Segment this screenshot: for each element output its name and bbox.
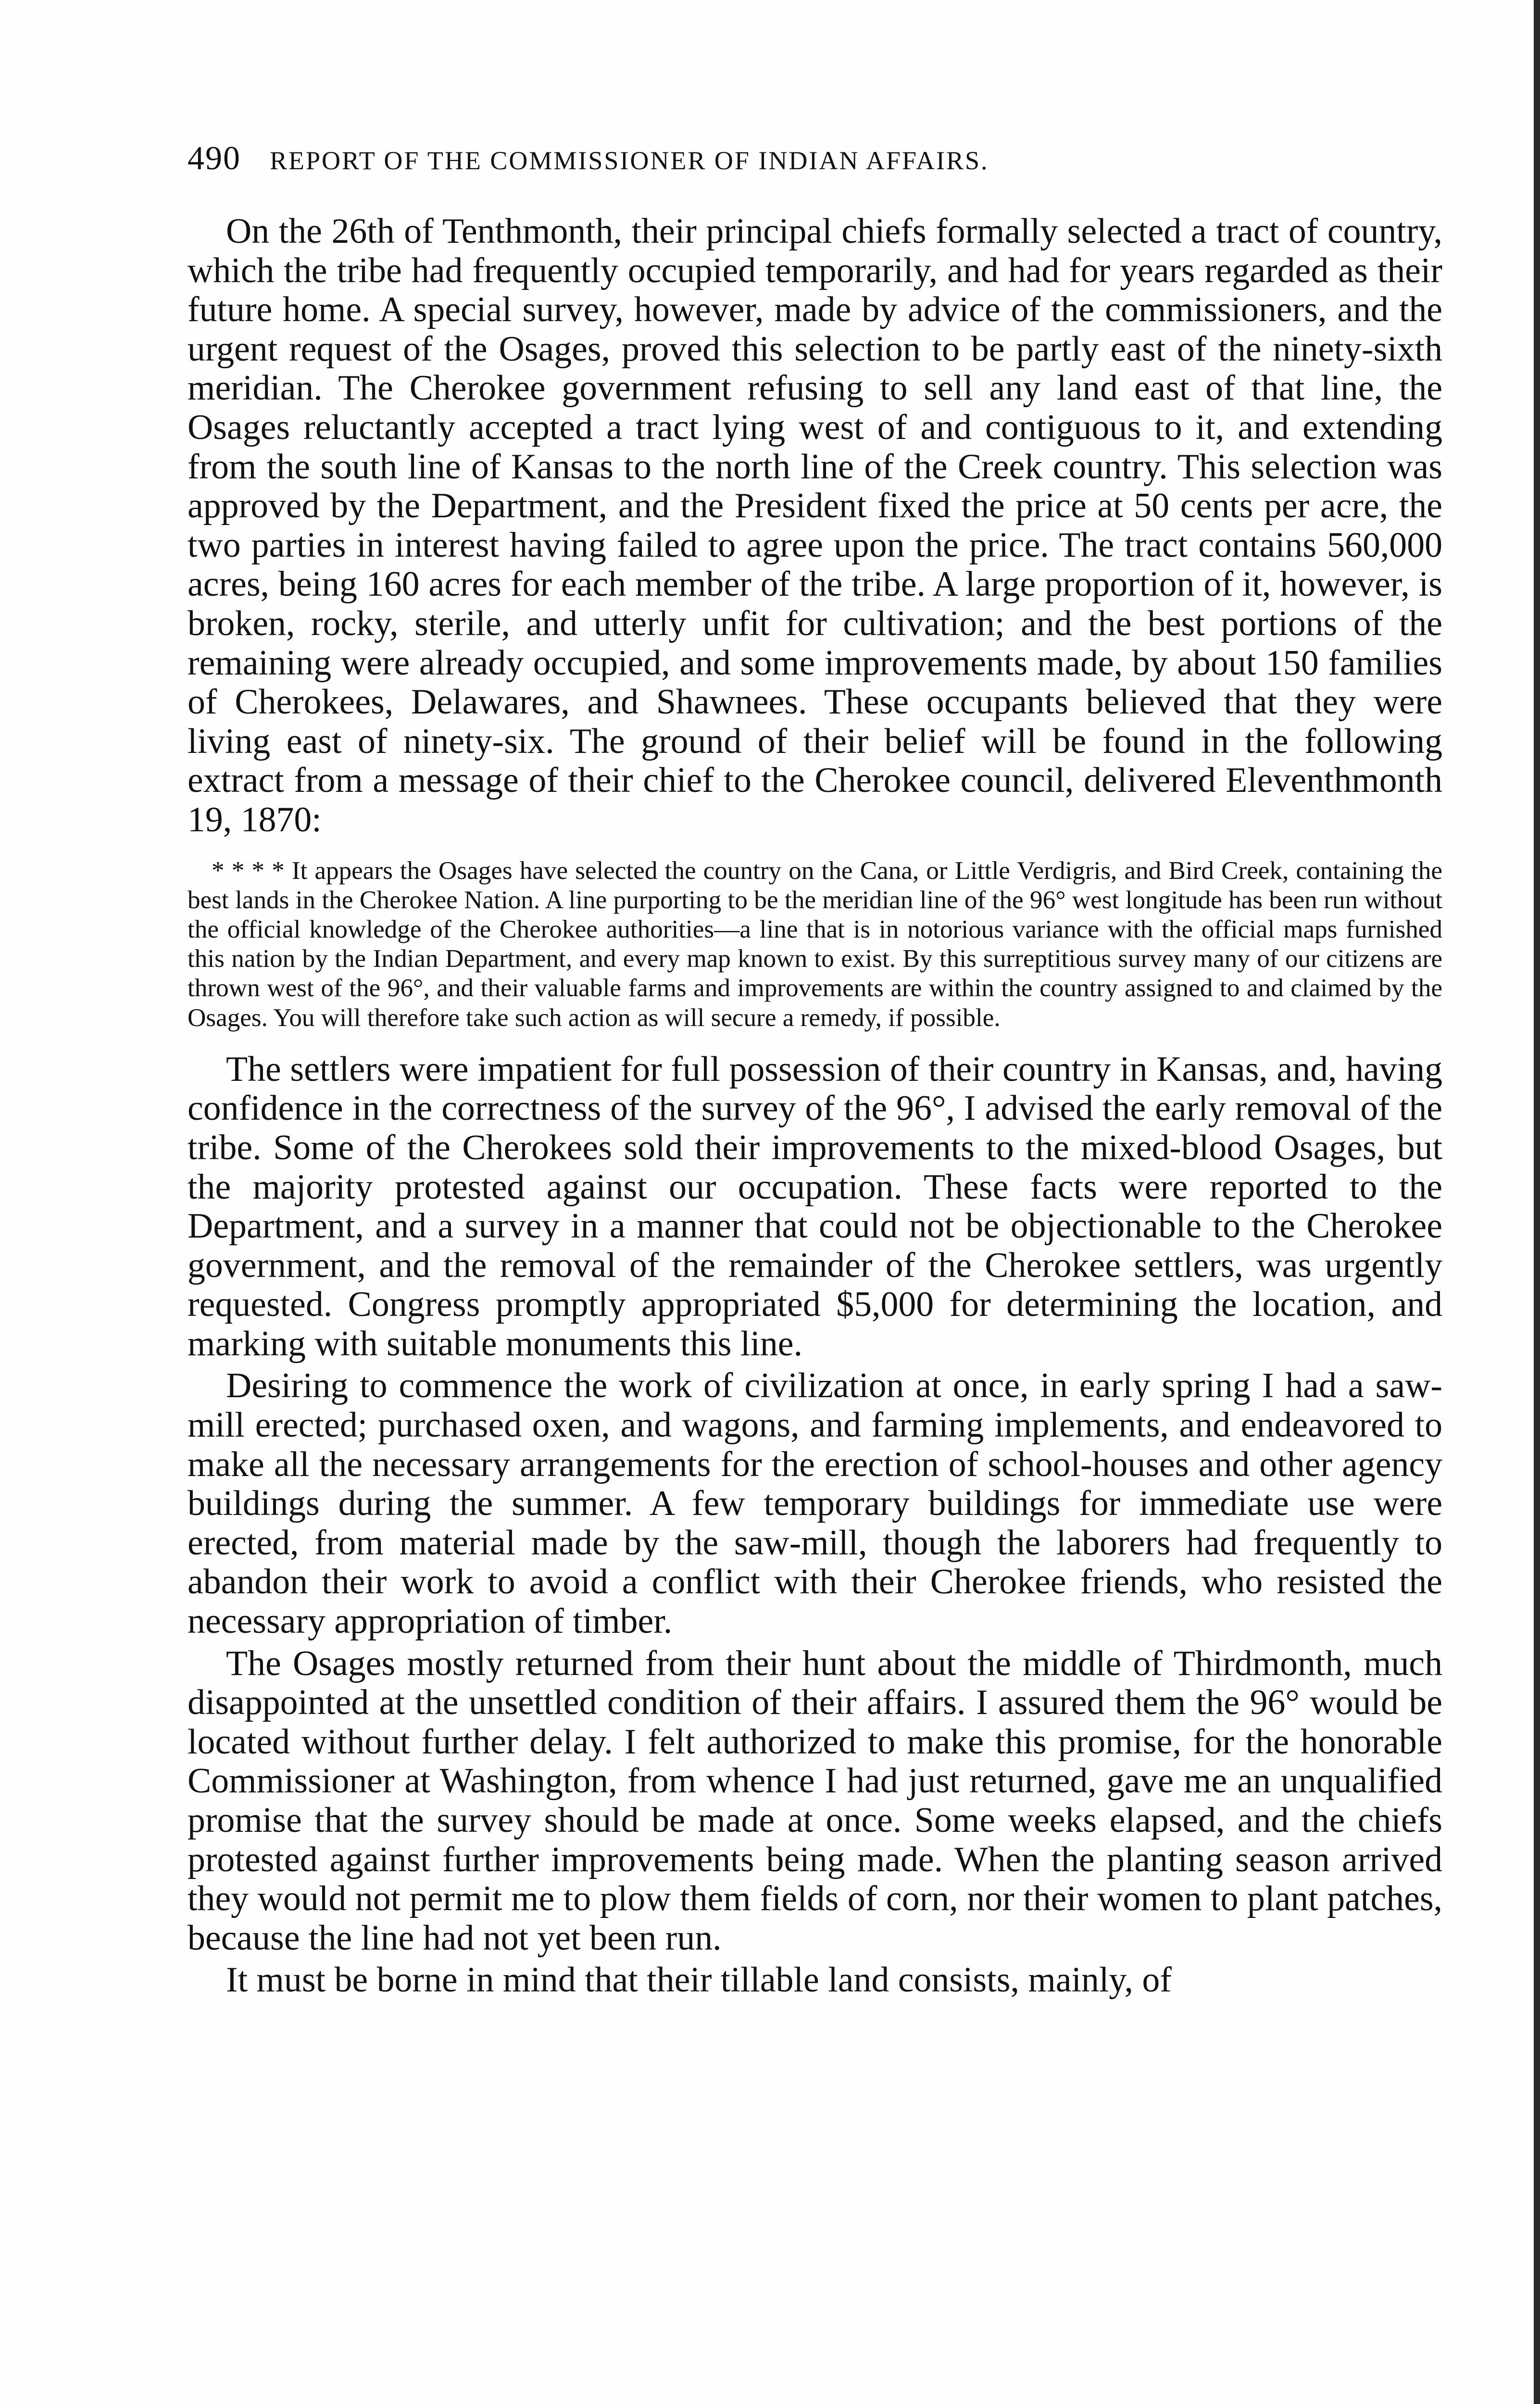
- paragraph-civilization-work: Desiring to commence the work of civilization at once, in early spring I had a saw-mill erected; purchased oxen, and wagons, and farming implements, and endeavored to make all the necessary arrangements for the erection of school-houses and other agency buildings during the summer. A few temporary buildings for immediate use were erected, from material made by the saw-mill, though the laborers had frequently to abandon their work to avoid a conflict with their Cherokee friends, who resisted the necessary appropriation of timber.: [188, 1365, 1442, 1641]
- body-text: [188, 212, 1442, 2003]
- scan-edge-right: [1534, 0, 1540, 2404]
- paragraph-tillable-land: It must be borne in mind that their tillable land consists, mainly, of: [226, 1960, 1172, 2000]
- paragraph-settlers-removal: The settlers were impatient for full possession of their country in Kansas, and, having confidence in the correctness of the survey of the 96°, I advised the early removal of the tribe. Some of the Cherokees sold their improvements to the mixed-blood Osages, but the majority protested against our occupation. These facts were reported to the Department, and a survey in a manner that could not be objectionable to the Cherokee government, and the removal of the remainder of the Cherokee settlers, was urgently requested. Congress promptly appropriated $5,000 for determining the location, and marking with suitable monuments this line.: [188, 1049, 1442, 1363]
- page-number: 490: [188, 140, 241, 177]
- page-header: [188, 139, 1447, 183]
- running-head: REPORT OF THE COMMISSIONER OF INDIAN AFFAIRS.: [270, 146, 989, 175]
- block-quote-cherokee-message: * * * * It appears the Osages have selected the country on the Cana, or Little Verdigris, and Bird Creek, containing the best lands in the Cherokee Nation. A line purporting to be the meridian line of the 96° west longitude has been run without the official knowledge of the Cherokee authorities—a line that is in notorious variance with the official maps furnished this nation by the Indian Department, and every map known to exist. By this surreptitious survey many of our citizens are thrown west of the 96°, and their valuable farms and improvements are within the country assigned to and claimed by the Osages. You will therefore take such action as will secure a remedy, if possible.: [188, 856, 1442, 1032]
- paragraph-osage-tract-selection: On the 26th of Tenthmonth, their principal chiefs formally selected a tract of country, which the tribe had frequently occupied temporarily, and had for years regarded as their future home. A special survey, however, made by advice of the commissioners, and the urgent request of the Osages, proved this selection to be partly east of the ninety-sixth meridian. The Cherokee government refusing to sell any land east of that line, the Osages reluctantly accepted a tract lying west of and contiguous to it, and extending from the south line of Kansas to the north line of the Creek country. This selection was approved by the Department, and the President fixed the price at 50 cents per acre, the two parties in interest having failed to agree upon the price. The tract contains 560,000 acres, being 160 acres for each member of the tribe. A large proportion of it, however, is broken, rocky, sterile, and utterly unfit for cultivation; and the best portions of the remaining were already occupied, and some improvements made, by about 150 families of Cherokees, Delawares, and Shawnees. These occupants believed that they were living east of ninety-six. The ground of their belief will be found in the following extract from a message of their chief to the Cherokee council, delivered Eleventhmonth 19, 1870:: [188, 211, 1442, 839]
- paragraph-osages-return: The Osages mostly returned from their hunt about the middle of Thirdmonth, much disappointed at the unsettled condition of their affairs. I assured them the 96° would be located without further delay. I felt authorized to make this promise, for the honorable Commissioner at Washington, from whence I had just returned, gave me an unqualified promise that the survey should be made at once. Some weeks elapsed, and the chiefs protested against further improvements being made. When the planting season arrived they would not permit me to plow them fields of corn, nor their women to plant patches, because the line had not yet been run.: [188, 1643, 1442, 1957]
